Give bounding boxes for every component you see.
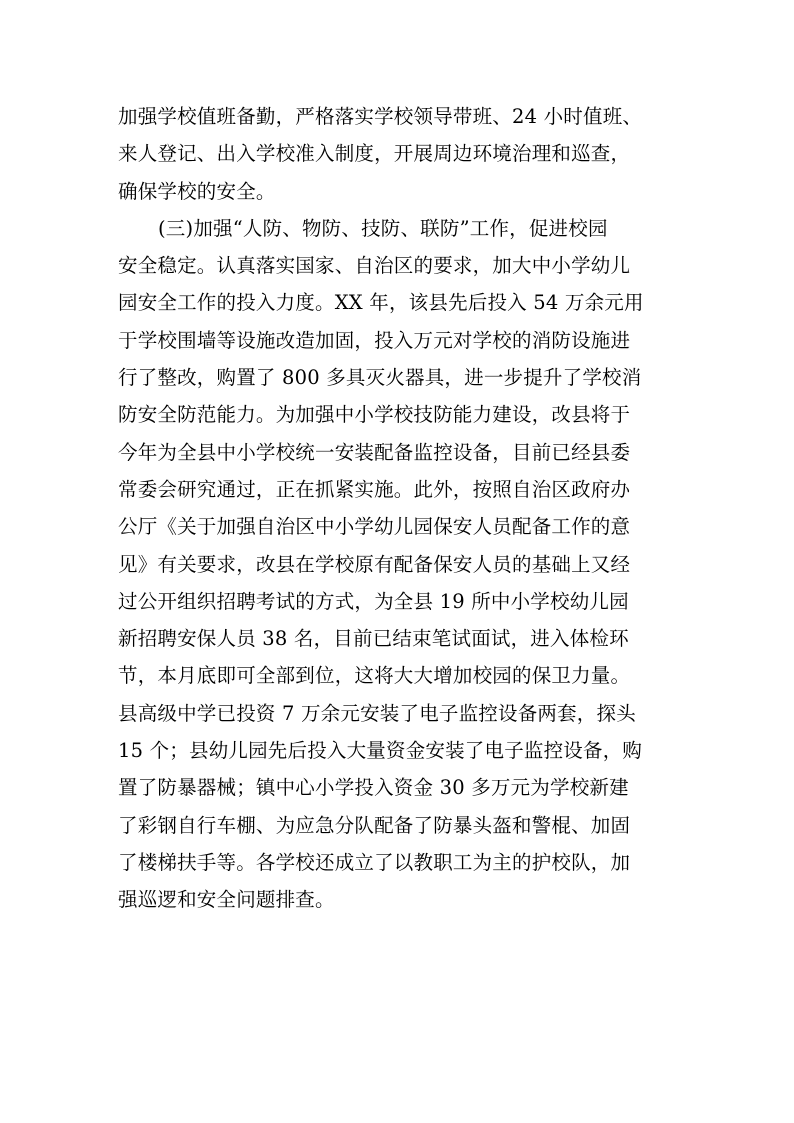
text-line: 置了防暴器械；镇中心小学投入资金 30 多万元为学校新建 <box>118 776 629 800</box>
text-line: 今年为全县中小学校统一安装配备监控设备，目前已经县委 <box>118 440 631 464</box>
text-line: 防安全防范能力。为加强中小学校技防能力建设，改县将于 <box>118 403 631 427</box>
text-line: 于学校围墙等设施改造加固，投入万元对学校的消防设施进 <box>118 328 631 352</box>
body-text <box>118 98 718 919</box>
text-line: 过公开组织招聘考试的方式，为全县 19 所中小学校幼儿园 <box>118 589 629 613</box>
text-line: 强巡逻和安全问题排查。 <box>118 888 335 912</box>
text-line: 见》有关要求，改县在学校原有配备保安人员的基础上又经 <box>118 552 631 576</box>
text-line: 了彩钢自行车棚、为应急分队配备了防暴头盔和警棍、加固 <box>118 813 631 837</box>
text-line: 园安全工作的投入力度。XX 年，该县先后投入 54 万余元用 <box>118 291 644 315</box>
text-line: 县高级中学已投资 7 万余元安装了电子监控设备两套，探头 <box>118 701 636 725</box>
text-line: 加强学校值班备勤，严格落实学校领导带班、24 小时值班、 <box>118 105 643 128</box>
text-line: 了楼梯扶手等。各学校还成立了以教职工为主的护校队，加 <box>118 850 631 874</box>
text-line: 来人登记、出入学校准入制度，开展周边环境治理和巡查， <box>118 142 631 166</box>
text-line: 节，本月底即可全部到位，这将大大增加校园的保卫力量。 <box>118 664 631 688</box>
text-line: 确保学校的安全。 <box>118 179 276 203</box>
text-line: 新招聘安保人员 38 名，目前已结束笔试面试，进入体检环 <box>118 627 629 651</box>
text-line: 安全稳定。认真落实国家、自治区的要求，加大中小学幼儿 <box>118 254 631 278</box>
text-line: 常委会研究通过，正在抓紧实施。此外，按照自治区政府办 <box>118 477 631 501</box>
text-line: 行了整改，购置了 800 多具灭火器具，进一步提升了学校消 <box>118 366 642 390</box>
section-heading-line: (三)加强“人防、物防、技防、联防”工作，促进校园 <box>158 216 608 240</box>
text-line: 公厅《关于加强自治区中小学幼儿园保安人员配备工作的意 <box>118 515 631 539</box>
text-line: 15 个；县幼儿园先后投入大量资金安装了电子监控设备，购 <box>118 739 643 763</box>
